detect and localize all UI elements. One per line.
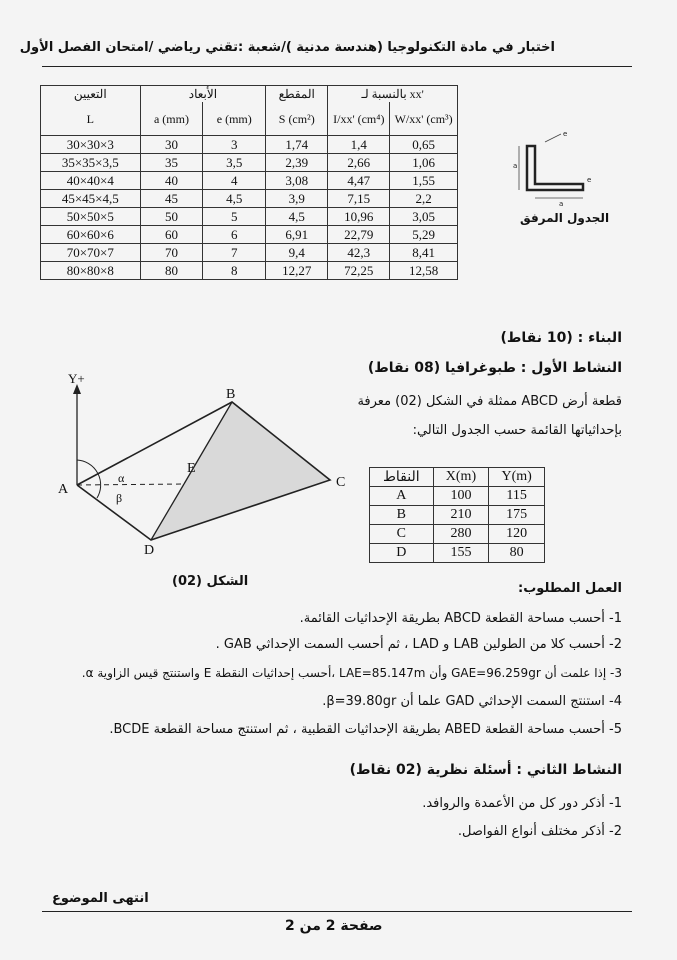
profile-cell: 70×70×7: [41, 244, 141, 262]
profile-cell: 4,47: [328, 172, 390, 190]
coordinate-cell: C: [370, 525, 434, 544]
coordinates-table-body: [370, 487, 545, 563]
profile-cell: 22,79: [328, 226, 390, 244]
work-item-1: 1- أحسب مساحة القطعة ABCD بطريقة الإحداثيات القائمة.: [299, 611, 622, 626]
profile-row: [41, 244, 458, 262]
col-header: S (cm²): [266, 102, 328, 136]
profile-cell: 1,4: [328, 136, 390, 154]
profile-cell: 70: [140, 244, 203, 262]
profile-cell: 2,2: [390, 190, 458, 208]
page-number: صفحة 2 من 2: [285, 918, 383, 934]
profile-row: [41, 172, 458, 190]
profile-cell: 1,55: [390, 172, 458, 190]
coordinate-cell: 120: [489, 525, 545, 544]
profile-cell: 3,5: [203, 154, 266, 172]
figure-caption: الشكل (02): [172, 574, 249, 589]
bced-shaded-area: [151, 402, 330, 540]
header-divider: [42, 66, 632, 67]
profile-cell: 40×40×4: [41, 172, 141, 190]
section-header: المقطع: [266, 86, 328, 103]
profile-cell: 6,91: [266, 226, 328, 244]
profile-cell: 72,25: [328, 262, 390, 280]
profile-cell: 5,29: [390, 226, 458, 244]
col-header: I/xx' (cm⁴): [328, 102, 390, 136]
activity1-intro-line1: قطعة أرض ABCD ممثلة في الشكل (02) معرفة: [357, 394, 622, 409]
designation-header: التعيين: [41, 86, 141, 103]
end-of-subject: انتهى الموضوع: [52, 891, 149, 906]
col-header: a (mm): [140, 102, 203, 136]
profile-cell: 30: [140, 136, 203, 154]
point-c-label: C: [336, 475, 346, 490]
coordinates-table: [369, 467, 545, 563]
y-header: Y(m): [489, 468, 545, 487]
profile-cell: 30×30×3: [41, 136, 141, 154]
coordinate-cell: D: [370, 544, 434, 563]
activity2-title: النشاط الثاني : أسئلة نظرية (02 نقاط): [349, 762, 622, 778]
profile-row: [41, 154, 458, 172]
label-a-vertical: a: [513, 162, 518, 170]
profile-cell: 35: [140, 154, 203, 172]
profile-cell: 40: [140, 172, 203, 190]
activity1-title: النشاط الأول : طبوغرافيا (08 نقاط): [367, 360, 622, 376]
profile-row: [41, 208, 458, 226]
work-item-2: 2- أحسب كلا من الطولين LAB و LAD ، ثم أحسب السمت الإحداثي GAB .: [215, 637, 622, 652]
angle-section-shape: [527, 146, 583, 190]
coordinate-cell: 210: [433, 506, 489, 525]
coordinate-cell: 280: [433, 525, 489, 544]
relative-header: بالنسبة لـ xx': [328, 86, 458, 103]
construction-title: البناء : (10 نقاط): [500, 330, 622, 346]
profiles-table-body: [41, 136, 458, 280]
profile-cell: 4,5: [203, 190, 266, 208]
line-ae: [77, 484, 184, 485]
coordinate-cell: 80: [489, 544, 545, 563]
profile-cell: 3,08: [266, 172, 328, 190]
profile-cell: 4: [203, 172, 266, 190]
profile-cell: 2,39: [266, 154, 328, 172]
coordinate-cell: 115: [489, 487, 545, 506]
profile-cell: 5: [203, 208, 266, 226]
activity1-intro-line2: بإحداثياتها القائمة حسب الجدول التالي:: [412, 423, 622, 438]
profile-cell: 3,05: [390, 208, 458, 226]
profile-cell: 50: [140, 208, 203, 226]
coordinate-cell: B: [370, 506, 434, 525]
theory-item-2: 2- أذكر مختلف أنواع الفواصل.: [457, 824, 622, 839]
profile-row: [41, 190, 458, 208]
profile-cell: 10,96: [328, 208, 390, 226]
attached-table-caption: الجدول المرفق: [520, 211, 610, 225]
profile-cell: 3,9: [266, 190, 328, 208]
angle-profile-sketch: [505, 128, 615, 208]
profile-cell: 45×45×4,5: [41, 190, 141, 208]
point-b-label: B: [226, 387, 236, 402]
profile-cell: 45: [140, 190, 203, 208]
dimensions-header: الأبعاد: [140, 86, 266, 103]
profile-cell: 0,65: [390, 136, 458, 154]
profile-cell: 80×80×8: [41, 262, 141, 280]
point-a-label: A: [58, 482, 69, 497]
profile-cell: 42,3: [328, 244, 390, 262]
coordinate-cell: A: [370, 487, 434, 506]
point-e-label: E: [187, 461, 196, 476]
profile-cell: 50×50×5: [41, 208, 141, 226]
profile-cell: 1,06: [390, 154, 458, 172]
x-header: X(m): [433, 468, 489, 487]
profile-cell: 8,41: [390, 244, 458, 262]
profile-row: [41, 136, 458, 154]
coordinate-row: [370, 487, 545, 506]
profile-cell: 12,27: [266, 262, 328, 280]
col-header: e (mm): [203, 102, 266, 136]
coordinate-row: [370, 544, 545, 563]
beta-label: β: [116, 491, 123, 505]
coordinate-row: [370, 506, 545, 525]
profile-cell: 80: [140, 262, 203, 280]
work-item-5: 5- أحسب مساحة القطعة ABED بطريقة الإحداثيات القطبية ، ثم استنتج مساحة القطعة BCDE.: [109, 722, 622, 737]
label-a-horizontal: a: [559, 200, 564, 208]
profile-cell: 8: [203, 262, 266, 280]
col-header: L: [41, 102, 141, 136]
footer-divider: [42, 911, 632, 912]
profile-row: [41, 262, 458, 280]
work-title: العمل المطلوب:: [518, 581, 622, 596]
profile-cell: 12,58: [390, 262, 458, 280]
profile-row: [41, 226, 458, 244]
coordinate-row: [370, 525, 545, 544]
axis-label: Y+: [68, 371, 85, 386]
profiles-table: [40, 85, 458, 280]
points-header: النقاط: [370, 468, 434, 487]
point-d-label: D: [144, 543, 155, 558]
coordinate-cell: 100: [433, 487, 489, 506]
label-e-right: e: [587, 176, 592, 184]
profile-cell: 60: [140, 226, 203, 244]
profile-cell: 9,4: [266, 244, 328, 262]
alpha-label: α: [118, 471, 125, 485]
exam-header-title: اختبار في مادة التكنولوجيا (هندسة مدنية )/شعبة :تقني رياضي /امتحان الفصل الأول: [19, 40, 555, 55]
profile-cell: 7: [203, 244, 266, 262]
work-item-4: 4- استنتج السمت الإحداثي GAD علما أن β=39.80gr.: [322, 694, 622, 709]
label-e: e: [563, 130, 568, 138]
theory-item-1: 1- أذكر دور كل من الأعمدة والروافد.: [422, 796, 622, 811]
work-item-3: 3- إذا علمت أن GAE=96.259gr وأن LAE=85.147m ،أحسب إحداثيات النقطة E واستنتج قيس الزاوية α.: [81, 666, 622, 680]
land-plot-figure: [50, 370, 360, 570]
profile-cell: 7,15: [328, 190, 390, 208]
col-header: W/xx' (cm³): [390, 102, 458, 136]
profile-cell: 60×60×6: [41, 226, 141, 244]
profile-cell: 1,74: [266, 136, 328, 154]
coordinate-cell: 155: [433, 544, 489, 563]
profile-cell: 2,66: [328, 154, 390, 172]
profile-cell: 35×35×3,5: [41, 154, 141, 172]
profile-cell: 3: [203, 136, 266, 154]
profile-cell: 6: [203, 226, 266, 244]
coordinate-cell: 175: [489, 506, 545, 525]
profile-cell: 4,5: [266, 208, 328, 226]
